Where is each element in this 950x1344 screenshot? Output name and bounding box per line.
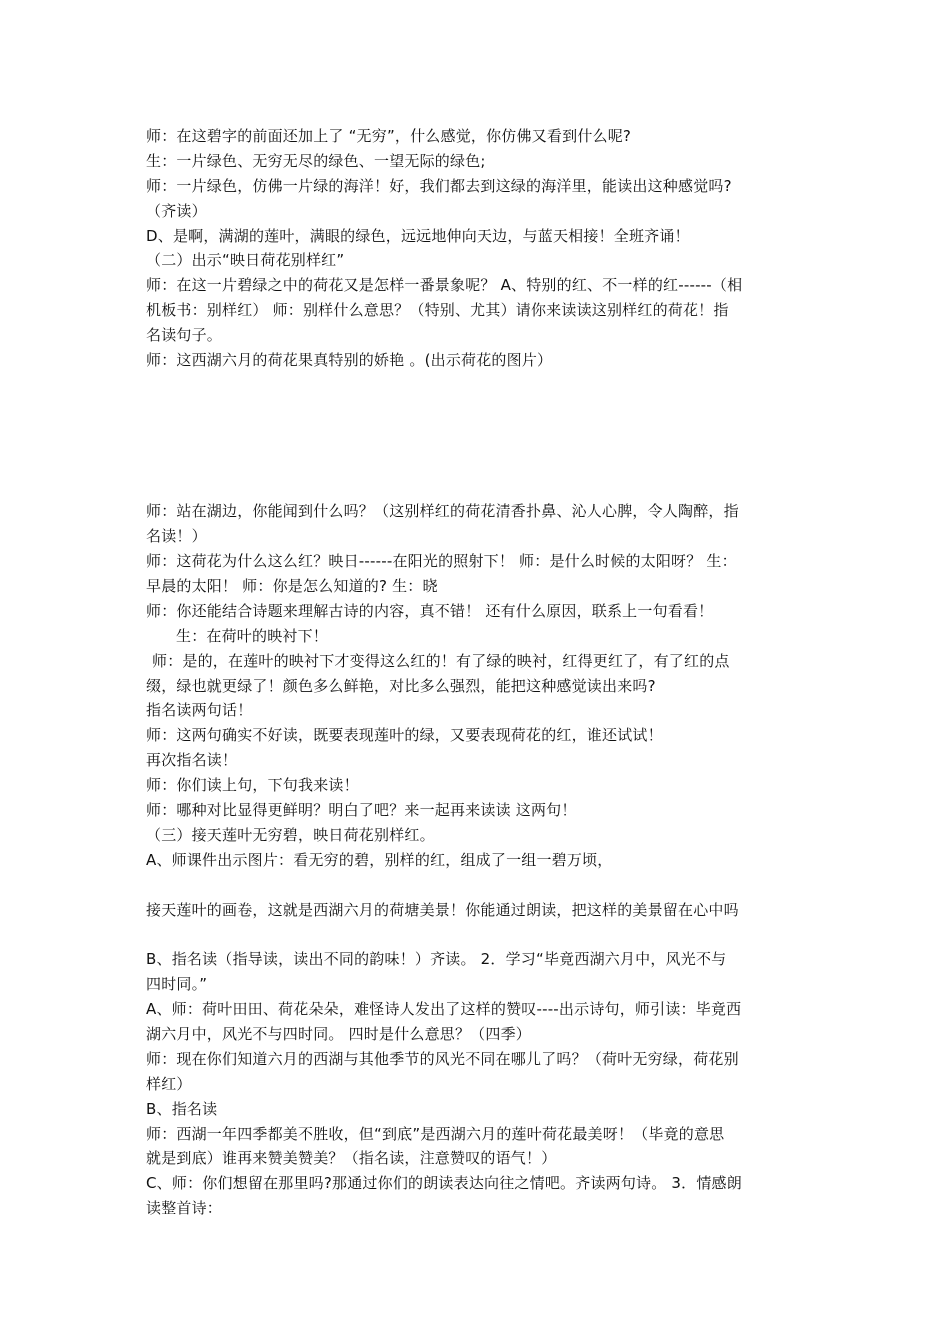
text-line: 师：现在你们知道六月的西湖与其他季节的风光不同在哪儿了吗？（荷叶无穷绿，荷花别 <box>146 1050 739 1068</box>
text-line: 接天莲叶的画卷，这就是西湖六月的荷塘美景！你能通过朗读，把这样的美景留在心中吗 <box>146 901 739 919</box>
text-line: （二）出示“映日荷花别样红” <box>146 251 345 269</box>
text-line: 读整首诗： <box>146 1199 223 1217</box>
text-line: 指名读两句话！ <box>146 701 253 719</box>
text-line: D、是啊，满湖的莲叶，满眼的绿色，远远地伸向天边，与蓝天相接！全班齐诵！ <box>146 227 690 245</box>
text-line: 师：哪种对比显得更鲜明？明白了吧？来一起再来读读 这两句！ <box>146 801 577 819</box>
text-line: 缀，绿也就更绿了！颜色多么鲜艳，对比多么强烈，能把这种感觉读出来吗? <box>146 677 656 695</box>
text-line: A、师：荷叶田田、荷花朵朵，难怪诗人发出了这样的赞叹----出示诗句，师引读：毕竟西 <box>146 1000 742 1018</box>
text-line: 师：是的，在莲叶的映衬下才变得这么红的！有了绿的映衬，红得更红了，有了红的点 <box>152 652 730 670</box>
text-line: 生：一片绿色、无穷无尽的绿色、一望无际的绿色; <box>146 152 486 170</box>
text-line: 就是到底）谁再来赞美赞美？（指名读，注意赞叹的语气！） <box>146 1149 557 1167</box>
text-line: 师：你还能结合诗题来理解古诗的内容，真不错！ 还有什么原因，联系上一句看看！ <box>146 602 714 620</box>
text-line: 师：在这一片碧绿之中的荷花又是怎样一番景象呢？ A、特别的红、不一样的红------（相 <box>146 276 743 294</box>
text-line: 师：站在湖边，你能闻到什么吗？（这别样红的荷花清香扑鼻、沁人心脾，令人陶醉，指 <box>146 502 739 520</box>
text-line: （三）接天莲叶无穷碧，映日荷花别样红。 <box>146 826 435 844</box>
text-line: 名读句子。 <box>146 326 223 344</box>
text-line: 四时同。” <box>146 975 208 993</box>
text-line: A、师课件出示图片：看无穷的碧，别样的红，组成了一组一碧万顷， <box>146 851 613 869</box>
text-line: 师：这荷花为什么这么红？映日------在阳光的照射下！ 师：是什么时候的太阳呀？ 生： <box>146 552 737 570</box>
text-line: 早晨的太阳！ 师：你是怎么知道的? 生：晓 <box>146 577 438 595</box>
text-line: 名读！） <box>146 527 207 545</box>
text-line: B、指名读 <box>146 1100 218 1118</box>
text-line: B、指名读（指导读，读出不同的韵味！）齐读。 2．学习“毕竟西湖六月中，风光不与 <box>146 950 727 968</box>
text-line: 师：一片绿色，仿佛一片绿的海洋！好，我们都去到这绿的海洋里，能读出这种感觉吗? <box>146 177 732 195</box>
text-line: （齐读） <box>146 202 207 220</box>
text-line: 再次指名读！ <box>146 751 238 769</box>
text-line: 湖六月中，风光不与四时同。 四时是什么意思？（四季） <box>146 1025 531 1043</box>
text-line: C、师：你们想留在那里吗?那通过你们的朗读表达向往之情吧。齐读两句诗。 3．情感朗 <box>146 1174 742 1192</box>
text-line: 师：你们读上句，下句我来读！ <box>146 776 359 794</box>
text-line: 师：这西湖六月的荷花果真特别的娇艳 。(出示荷花的图片） <box>146 351 553 369</box>
text-line: 师：西湖一年四季都美不胜收，但“到底”是西湖六月的莲叶荷花最美呀！（毕竟的意思 <box>146 1125 725 1143</box>
text-line: 师：在这碧字的前面还加上了 “无穷”，什么感觉，你仿佛又看到什么呢? <box>146 127 632 145</box>
text-line: 样红） <box>146 1075 192 1093</box>
text-line: 生：在荷叶的映衬下！ <box>176 627 329 645</box>
text-line: 师：这两句确实不好读，既要表现莲叶的绿，又要表现荷花的红，谁还试试！ <box>146 726 663 744</box>
text-line: 机板书：别样红） 师：别样什么意思？（特别、尤其）请你来读读这别样红的荷花！指 <box>146 301 729 319</box>
